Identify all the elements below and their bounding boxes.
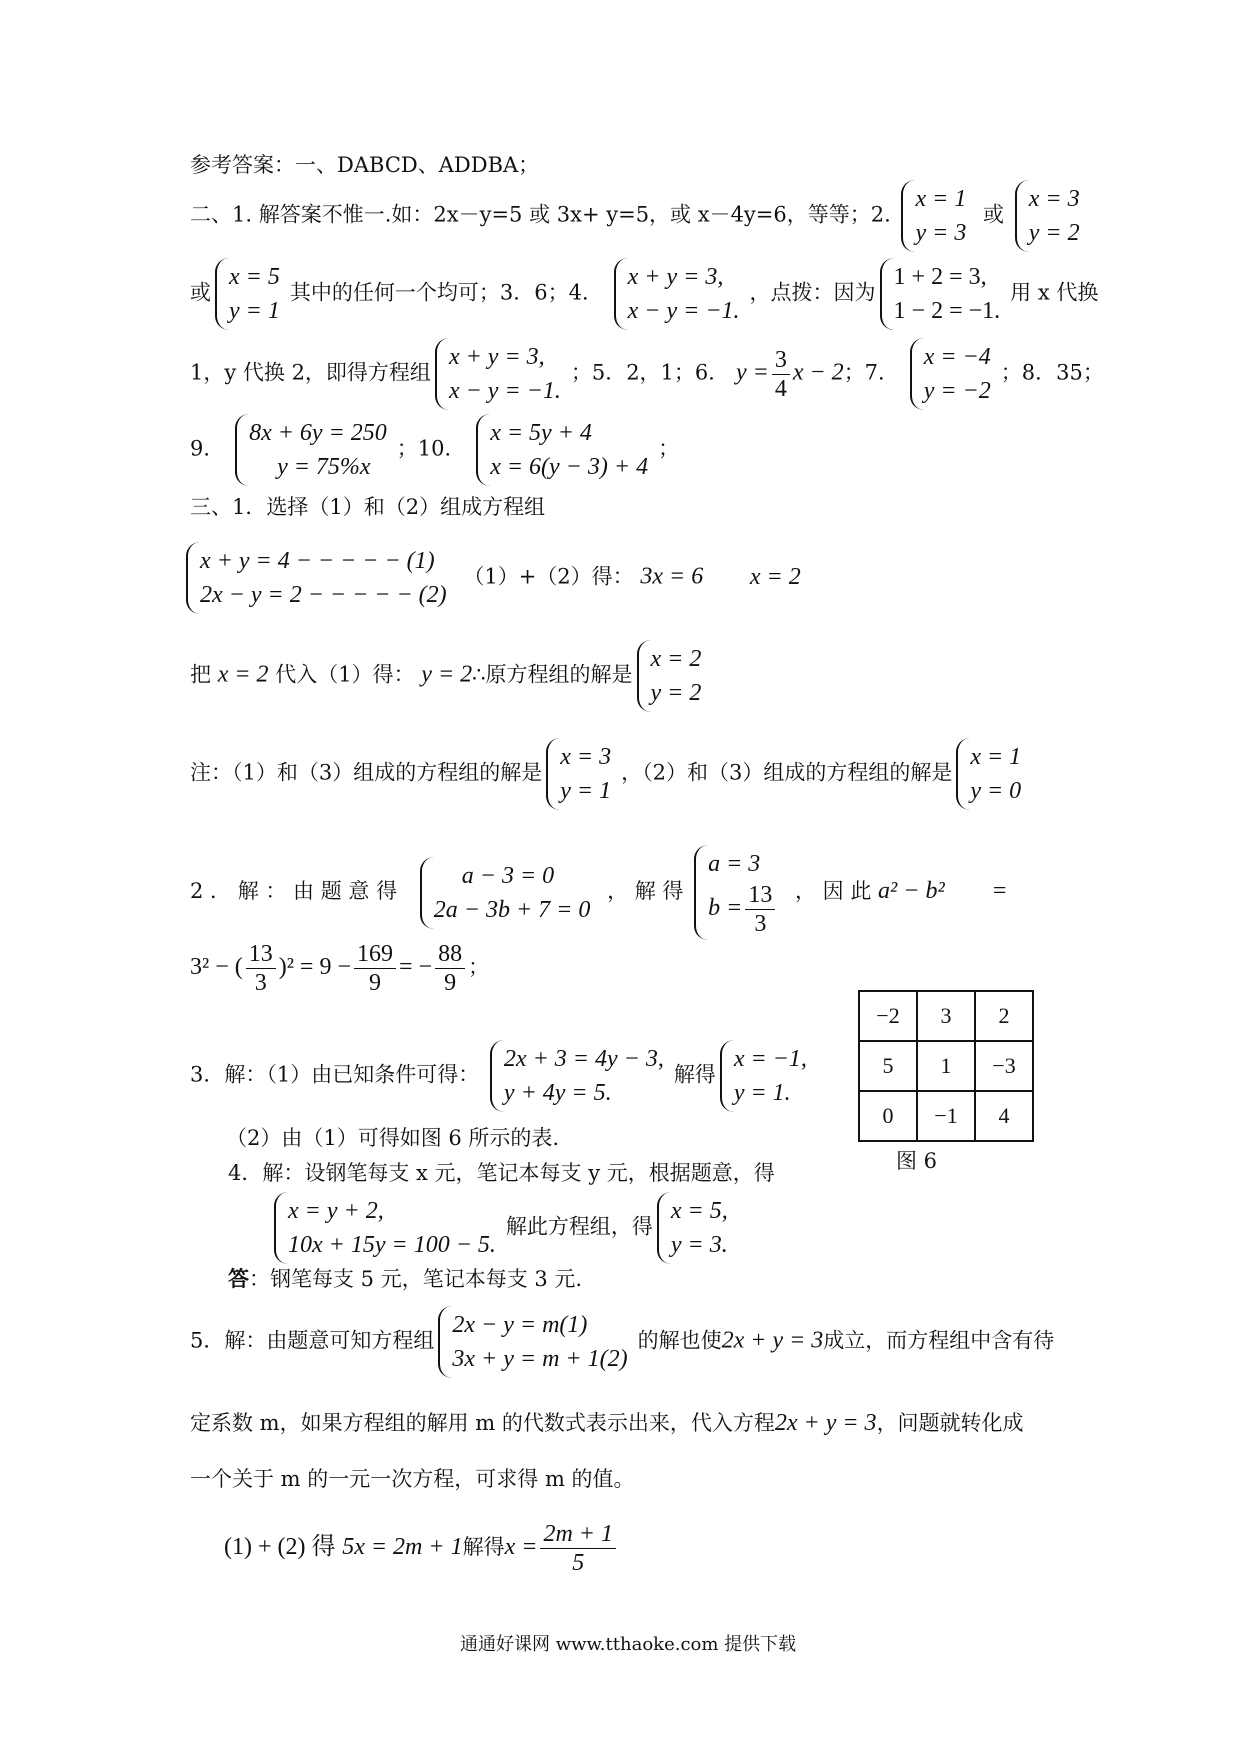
denominator: 9 (369, 970, 381, 996)
eq-row: y = 1. (733, 1080, 791, 1106)
denominator: 9 (444, 970, 457, 996)
q5-line3: 一个关于 m 的一元一次方程，可求得 m 的值。 (190, 1467, 635, 1491)
eq-row: y = 2 (650, 680, 702, 706)
q5-text: ，问题就转化成 (876, 1411, 1024, 1435)
eq-row: x = 5, (670, 1198, 728, 1224)
sec2-text: ；10． (396, 436, 466, 461)
sec2-text: 其中的任何一个均可；3．6；4． (289, 280, 603, 305)
grid-cell: 1 (917, 1041, 975, 1091)
eq-row: 10x + 15y = 100 − 5. (288, 1232, 496, 1258)
calc-part: = − (399, 954, 433, 980)
system-note1 (546, 738, 617, 810)
q4-line1: 4．解：设钢笔每支 x 元，笔记本每支 y 元，根据题意，得 (228, 1161, 775, 1185)
sec3-note (190, 738, 1031, 810)
denominator: 3 (754, 911, 767, 937)
q5-line4 (224, 1520, 619, 1577)
sec2-text: 9． (190, 436, 225, 461)
q3-part2: （2）由（1）可得如图 6 所示的表. (226, 1126, 560, 1150)
grid-cell: −3 (975, 1041, 1033, 1091)
sec2-text: ； (658, 436, 680, 461)
sec2-line1 (190, 180, 1090, 252)
sec3-text: 把 (190, 662, 211, 687)
q5-line1 (190, 1306, 1054, 1378)
eq-x-lhs: x = (504, 1534, 538, 1560)
footer-text: 通通好课网 www.tthaoke.com 提供下载 (460, 1634, 797, 1655)
sec2-text: ，点拨：因为 (749, 280, 876, 305)
sec3-text: ∴原方程组的解是 (472, 662, 633, 687)
system-q3 (490, 1040, 670, 1112)
eq-row: x = 6(y − 3) + 4 (490, 454, 649, 480)
q2-text: 2 ． 解 ： 由 题 意 得 (190, 879, 398, 903)
eq6-lhs: y = (735, 359, 769, 386)
eq-row: x = 2 (650, 646, 702, 672)
system-q9 (235, 414, 393, 486)
calc-part: )² = 9 − (278, 954, 351, 980)
eq-a2-b2: a² − b² (878, 878, 945, 904)
eq-row: y = 0 (970, 778, 1022, 804)
sec3-text: 代入（1）得： (275, 662, 415, 687)
sec2-line3 (190, 338, 1104, 410)
q2-line (190, 845, 1008, 940)
q2-calc (190, 940, 489, 997)
sec2-text: 1，y 代换 2，即得方程组 (190, 360, 431, 385)
eq-row: 2x − y = m(1) (452, 1312, 588, 1338)
eq-row: 2x + 3 = 4y − 3, (503, 1046, 664, 1072)
eq-b-lhs: b = (708, 895, 743, 922)
system-sec3 (186, 542, 453, 614)
note-text: ，（2）和（3）组成的方程组的解是 (621, 760, 953, 785)
grid-cell: 0 (859, 1091, 917, 1141)
q3-line (190, 1040, 817, 1112)
eq-y2: y = 2 (421, 661, 473, 688)
eq-row: y = 1 (229, 298, 280, 324)
sec2-text: ；7． (843, 360, 900, 385)
sec2-text: ；8．35； (1000, 360, 1104, 385)
sec2-line4 (190, 414, 679, 486)
eq-row: x = 1 (970, 744, 1022, 770)
numerator: 2m + 1 (540, 1520, 616, 1549)
eq-row: x + y = 3, (627, 264, 724, 290)
numerator: 13 (246, 940, 276, 969)
eq-row: 1 + 2 = 3, (893, 264, 987, 290)
eq-row: x − y = −1. (627, 298, 740, 324)
q4-answer (228, 1266, 582, 1292)
figure-6-grid (858, 990, 1034, 1142)
system-q2c (215, 258, 286, 330)
eq-row: y = 1 (560, 778, 612, 804)
fraction-3-4 (772, 346, 790, 403)
eq-row (708, 881, 778, 938)
q5-text: 的解也使 (637, 1328, 722, 1353)
eq6-rhs: x − 2 (792, 359, 844, 386)
q5-text: 解得 (462, 1535, 505, 1559)
eq-row: 2x − y = 2 − − − − − (2) (200, 582, 447, 608)
grid-row (859, 991, 1033, 1041)
denominator: 3 (254, 970, 267, 996)
or-text: 或 (983, 202, 1005, 227)
eq-row: x = 1 (915, 186, 967, 212)
eq-row: x + y = 4 − − − − − (1) (200, 548, 435, 574)
sec3-line1: 三、1．选择（1）和（2）组成方程组 (190, 495, 546, 519)
eq-row: y = 75%x (277, 454, 371, 480)
answer-label: 答 (228, 1266, 249, 1291)
sec3-text: （1）+（2）得： (463, 564, 634, 589)
eq-row: y = 2 (1028, 220, 1080, 246)
q2-text: ， 因 此 (795, 879, 872, 903)
numerator: 169 (354, 940, 396, 969)
fraction-13-3 (745, 881, 775, 938)
grid-row (859, 1091, 1033, 1141)
eq-row: x + y = 3, (448, 344, 545, 370)
system-q4-restate (435, 338, 567, 410)
system-q3-solution (720, 1040, 813, 1112)
answer-header: 参考答案：一、DABCD、ADDBA； (190, 153, 540, 177)
system-q2-solution (694, 845, 784, 940)
q4-system-line (270, 1192, 738, 1264)
system-q4-answer (657, 1192, 734, 1264)
grid-cell: 4 (975, 1091, 1033, 1141)
eq-row: a = 3 (708, 851, 761, 877)
eq-row: x = −4 (923, 344, 991, 370)
eq-x2: x = 2 (749, 563, 801, 590)
fraction-88-9 (435, 940, 465, 997)
system-note2 (956, 738, 1027, 810)
eq-row: x − y = −1. (448, 378, 561, 404)
sec3-line2 (190, 640, 711, 712)
eq-5x: 5x = 2m + 1 (342, 1534, 463, 1560)
sec3-system-line (190, 542, 801, 614)
numerator: 3 (772, 346, 790, 375)
eq-row: y = 3. (670, 1232, 728, 1258)
eq-row: 3x + y = m + 1(2) (452, 1346, 628, 1372)
grid-cell: 5 (859, 1041, 917, 1091)
q4-text: 解此方程组，得 (505, 1214, 653, 1239)
eq-3x6: 3x = 6 (640, 563, 704, 590)
grid-cell: −2 (859, 991, 917, 1041)
sec2-text: 二、1. 解答案不惟一.如：2x－y=5 或 3x+ y=5，或 x－4y=6，等等；2. (190, 202, 891, 227)
fraction-169-9 (354, 940, 396, 997)
numerator: 13 (745, 881, 775, 910)
note-text: 注：（1）和（3）组成的方程组的解是 (190, 760, 543, 785)
eq-row: 1 − 2 = −1. (893, 298, 1001, 324)
grid-cell: 3 (917, 991, 975, 1041)
eq-equals: = (991, 878, 1008, 904)
q5-text: 定系数 m，如果方程组的解用 m 的代数式表示出来，代入方程 (190, 1411, 775, 1435)
denominator: 5 (572, 1550, 585, 1576)
eq-row: x = 5y + 4 (490, 420, 592, 446)
q5-text: 5．解：由题意可知方程组 (190, 1328, 435, 1353)
system-q5 (438, 1306, 633, 1378)
system-q2 (420, 857, 597, 929)
eq-row: 2a − 3b + 7 = 0 (433, 896, 591, 923)
sec2-text: 用 x 代换 (1010, 280, 1099, 305)
q2-text: ， 解 得 (607, 879, 684, 903)
denominator: 4 (774, 375, 787, 402)
calc-part: 3² − ( (190, 954, 243, 980)
eq-row: x = 3 (560, 744, 612, 770)
grid-cell: 2 (975, 991, 1033, 1041)
calc-part: ； (468, 955, 490, 979)
q5-part: (1) + (2) 得 (224, 1534, 336, 1560)
eq-row: x = 5 (229, 264, 280, 290)
system-solution (637, 640, 708, 712)
system-q2a (901, 180, 972, 252)
numerator: 88 (435, 940, 465, 969)
grid-cell: −1 (917, 1091, 975, 1141)
eq-row: y = −2 (923, 378, 991, 404)
q3-text: 解得 (673, 1062, 716, 1087)
figure-caption: 图 6 (896, 1149, 938, 1173)
q4-text: ：钢笔每支 5 元，笔记本每支 3 元. (249, 1267, 583, 1291)
q5-text: 成立，而方程组中含有待 (823, 1328, 1055, 1353)
eq-row: x = −1, (733, 1046, 807, 1072)
q5-line2 (190, 1410, 1024, 1436)
eq-2x-y-3: 2x + y = 3 (721, 1327, 824, 1354)
grid-row (859, 1041, 1033, 1091)
eq-row: x = 3 (1028, 186, 1080, 212)
eq-x2: x = 2 (217, 661, 269, 688)
eq-row: a − 3 = 0 (461, 862, 555, 889)
system-q2b (1015, 180, 1086, 252)
fraction-2m1-5 (540, 1520, 616, 1577)
q3-text: 3．解：（1）由已知条件可得： (190, 1062, 480, 1087)
eq-row: y + 4y = 5. (503, 1080, 612, 1106)
system-q4-problem (274, 1192, 502, 1264)
sec2-text: ；5．2，1；6． (570, 360, 730, 385)
eq-row: 8x + 6y = 250 (249, 420, 387, 446)
eq-row: x = y + 2, (288, 1198, 384, 1224)
fraction-13-3 (246, 940, 276, 997)
sec2-line2 (190, 258, 1098, 330)
system-hint (880, 258, 1007, 330)
system-q4 (614, 258, 746, 330)
or-text: 或 (190, 280, 211, 305)
eq-2x-y-3: 2x + y = 3 (774, 1410, 877, 1436)
eq-row: y = 3 (915, 220, 967, 246)
system-q10 (476, 414, 654, 486)
system-q7 (910, 338, 997, 410)
